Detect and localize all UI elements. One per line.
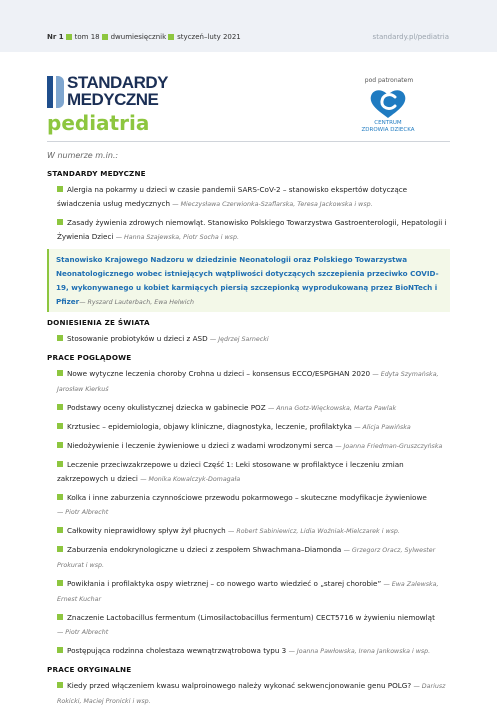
patron-name-line1: CENTRUM [374, 120, 402, 126]
bullet-icon [57, 442, 63, 448]
bullet-icon [57, 580, 63, 586]
frequency: dwumiesięcznik [110, 33, 167, 41]
bullet-icon [57, 404, 63, 410]
bullet-icon [66, 34, 72, 40]
article-item[interactable] [57, 420, 450, 435]
article-item[interactable] [57, 543, 450, 573]
highlighted-article[interactable] [47, 249, 450, 312]
article-item[interactable] [57, 491, 450, 520]
article-item[interactable] [57, 183, 450, 212]
article-item[interactable] [57, 458, 450, 487]
journal-subtitle: pediatria [47, 111, 150, 135]
section-title: DONIESIENIA ZE ŚWIATA [47, 318, 150, 327]
intro-text: W numerze m.in.: [47, 151, 119, 160]
patron-label: pod patronatem [364, 77, 414, 84]
header-bar [0, 0, 497, 52]
article-title: Alergia na pokarmy u dzieci w czasie pandemii SARS-CoV-2 – stanowisko ekspertów dotyczące świadczenia usług medycznych [57, 185, 408, 208]
article-authors: — Ewa Zalewska, Ernest Kuchar [57, 581, 439, 603]
logo-mark-icon [47, 76, 64, 108]
article-item[interactable] [57, 611, 450, 640]
bullet-icon [57, 494, 63, 500]
article-title: Stosowanie probiotyków u dzieci z ASD [67, 334, 208, 343]
bullet-icon [57, 546, 63, 552]
article-authors: — Piotr Albrecht [57, 509, 109, 516]
article-title: Powikłania i profilaktyka ospy wietrznej – co nowego warto wiedzieć o „starej chorobie” [67, 579, 382, 588]
logo-line2: MEDYCZNE [67, 90, 159, 109]
bullet-icon [57, 614, 63, 620]
bullet-icon [57, 647, 63, 653]
article-item[interactable] [57, 367, 450, 397]
section-title: PRACE POGLĄDOWE [47, 353, 132, 362]
volume: tom 18 [74, 33, 100, 41]
article-title: Kiedy przed włączeniem kwasu walproinowego należy wykonać sekwencjonowanie genu POLG? [67, 681, 412, 690]
article-title: Krztusiec – epidemiologia, objawy kliniczne, diagnostyka, leczenie, profilaktyka [67, 422, 352, 431]
site-link[interactable]: standardy.pl/pediatria [372, 33, 449, 41]
article-authors: — Ryszard Lauterbach, Ewa Helwich [79, 299, 194, 306]
bullet-icon [57, 682, 63, 688]
bullet-icon [57, 423, 63, 429]
article-authors: — Jędrzej Sarnecki [209, 336, 269, 343]
bullet-icon [57, 527, 63, 533]
article-authors: — Mieczysława Czerwionka-Szaflarska, Teresa Jackowska i wsp. [172, 201, 373, 208]
article-authors: — Grzegorz Oracz, Sylwester Prokurat i wsp. [57, 547, 436, 569]
bullet-icon [57, 335, 63, 341]
article-authors: — Dariusz Rokicki, Maciej Pronicki i wsp. [57, 683, 446, 705]
bullet-icon [57, 370, 63, 376]
article-title: Nowe wytyczne leczenia choroby Crohna u dzieci – konsensus ECCO/ESPGHAN 2020 [67, 369, 371, 378]
article-authors: — Anna Gotz-Więckowska, Marta Pawlak [267, 405, 397, 412]
heart-logo-icon [365, 87, 411, 121]
article-title: Podstawy oceny okulistycznej dziecka w gabinecie POZ [67, 403, 266, 412]
logo-line1: STANDARDY [67, 73, 168, 92]
article-item[interactable] [57, 439, 450, 454]
article-authors: — Edyta Szymańska, Jarosław Kierkuś [57, 371, 439, 393]
article-authors: — Piotr Albrecht [57, 629, 109, 636]
article-item[interactable] [57, 216, 450, 245]
article-title: Leczenie przeciwzakrzepowe u dzieci Część 1: Leki stosowane w profilaktyce i leczeniu zmian zakrzepowych u dzieci [57, 460, 404, 483]
issue-number: Nr 1 [47, 33, 64, 41]
article-title: Zaburzenia endokrynologiczne u dzieci z zespołem Shwachmana–Diamonda [67, 545, 342, 554]
bullet-icon [57, 219, 63, 225]
article-item[interactable] [57, 332, 450, 347]
article-title: Całkowity nieprawidłowy spływ żył płucnych [67, 526, 226, 535]
divider [47, 141, 450, 142]
bullet-icon [102, 34, 108, 40]
issue-date: styczeń–luty 2021 [177, 33, 241, 41]
article-title: Stanowisko Krajowego Nadzoru w dziedzinie Neonatologii oraz Polskiego Towarzystwa Neonatologicznego wobec istniejących wątpliwości dotyczących szczepienia przeciwko COVID-19, wykonywanego u kobiet karmiących piersią szczepionką wyprodukowaną przez BioNTech i Pfizer [56, 255, 439, 306]
article-item[interactable] [57, 679, 450, 709]
article-title: Znaczenie Lactobacillus fermentum (Limosilactobacillus fermentum) CECT5716 w żywieniu niemowląt [67, 613, 435, 622]
journal-logo [47, 74, 197, 110]
article-authors: — Hanna Szajewska, Piotr Socha i wsp. [115, 234, 239, 241]
bullet-icon [57, 461, 63, 467]
bullet-icon [168, 34, 174, 40]
article-authors: — Robert Sabiniewicz, Lidia Woźniak-Mielczarek i wsp. [228, 528, 400, 535]
article-authors: — Alicja Pawińska [354, 424, 411, 431]
logo-text [67, 74, 168, 108]
article-item[interactable] [57, 524, 450, 539]
patron-name [350, 120, 426, 134]
section-title: STANDARDY MEDYCZNE [47, 169, 146, 178]
bullet-icon [57, 186, 63, 192]
patron-name-line2: ZDROWIA DZIECKA [361, 127, 415, 133]
contents [47, 163, 450, 713]
article-authors: — Monika Kowalczyk-Domagała [140, 476, 241, 483]
article-authors: — Joanna Friedman-Gruszczyńska [335, 443, 443, 450]
issue-meta [47, 33, 241, 41]
section-title: PRACE ORYGINALNE [47, 665, 132, 674]
article-authors: — Joanna Pawłowska, Irena Jankowska i wsp. [288, 648, 431, 655]
article-title: Zasady żywienia zdrowych niemowląt. Stanowisko Polskiego Towarzystwa Gastroenterologii, Hepatologii i Żywienia Dzieci [57, 218, 447, 241]
article-title: Postępująca rodzinna cholestaza wewnątrzwątrobowa typu 3 [67, 646, 287, 655]
article-item[interactable] [57, 401, 450, 416]
article-item[interactable] [57, 644, 450, 659]
article-item[interactable] [57, 577, 450, 607]
article-title: Niedożywienie i leczenie żywieniowe u dzieci z wadami wrodzonymi serca [67, 441, 333, 450]
article-title: Kolka i inne zaburzenia czynnościowe przewodu pokarmowego – skuteczne modyfikacje żywieniowe [67, 493, 427, 502]
